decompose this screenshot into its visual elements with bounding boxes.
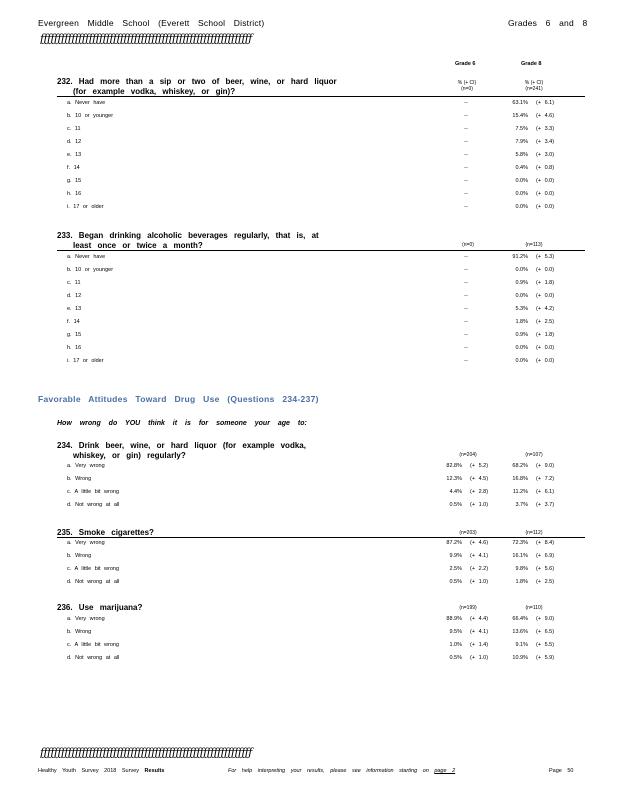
table-row — [0, 97, 618, 110]
grade8-ci: (+ 2.5) — [536, 579, 555, 585]
grade6-value: -- — [464, 280, 468, 286]
grade6-ci: (+ 4.4) — [470, 616, 489, 622]
grade8-ci: (+ 3.7) — [536, 502, 555, 508]
grade6-value: -- — [464, 345, 468, 351]
grade8-ci: (+ 7.2) — [536, 476, 555, 482]
q235-g6-n: (n=203) — [459, 530, 477, 536]
grade8-percent: 0.0% — [515, 204, 528, 210]
grade8-percent: 0.0% — [515, 267, 528, 273]
q234-g8-n: (n=107) — [525, 452, 543, 458]
table-row — [0, 277, 618, 290]
grade6-ci: (+ 1.0) — [470, 502, 489, 508]
table-row — [0, 149, 618, 162]
grade8-percent: 7.5% — [515, 126, 528, 132]
row-label: g. 15 — [67, 332, 82, 338]
grade6-value: -- — [464, 152, 468, 158]
grade8-ci: (+ 4.6) — [536, 113, 555, 119]
grade8-ci: (+ 9.0) — [536, 463, 555, 469]
q234-title-line1: 234. Drink beer, wine, or hard liquor (for example vodka, — [57, 441, 306, 450]
q234-rows — [0, 460, 618, 512]
grade8-ci: (+ 8.4) — [536, 540, 555, 546]
row-label: c. A little bit wrong — [67, 566, 120, 572]
grade6-percent: 87.2% — [446, 540, 462, 546]
row-label: e. 13 — [67, 306, 82, 312]
table-row — [0, 251, 618, 264]
row-label: b. 10 or younger — [67, 113, 114, 119]
row-label: a. Very wrong — [67, 540, 105, 546]
grade8-percent: 0.0% — [515, 345, 528, 351]
row-label: i. 17 or older — [67, 204, 104, 210]
table-row — [0, 486, 618, 499]
grade8-percent: 5.8% — [515, 152, 528, 158]
grade8-percent: 1.8% — [515, 579, 528, 585]
grade8-ci: (+ 0.0) — [536, 204, 555, 210]
grade8-percent: 16.8% — [512, 476, 528, 482]
grade8-ci: (+ 4.2) — [536, 306, 555, 312]
q234-g6-n: (n=204) — [459, 452, 477, 458]
row-label: h. 16 — [67, 191, 82, 197]
row-label: d. 12 — [67, 293, 82, 299]
grade8-ci: (+ 2.5) — [536, 319, 555, 325]
table-row — [0, 201, 618, 214]
grade6-value: -- — [464, 204, 468, 210]
row-label: i. 17 or older — [67, 358, 104, 364]
table-row — [0, 162, 618, 175]
row-label: d. Not wrong at all — [67, 655, 120, 661]
row-label: c. 11 — [67, 126, 81, 132]
grade8-ci: (+ 6.1) — [536, 100, 555, 106]
grade8-ci: (+ 6.1) — [536, 489, 555, 495]
grade6-percent: 88.9% — [446, 616, 462, 622]
row-label: b. 10 or younger — [67, 267, 114, 273]
grade6-value: -- — [464, 267, 468, 273]
q233-rows — [0, 251, 618, 368]
row-label: e. 13 — [67, 152, 82, 158]
grade8-percent: 0.0% — [515, 191, 528, 197]
grade8-percent: 7.9% — [515, 139, 528, 145]
grade8-percent: 91.2% — [512, 254, 528, 260]
grade6-percent: 0.5% — [449, 502, 462, 508]
grade8-ci: (+ 0.0) — [536, 267, 555, 273]
footer-results: Results — [144, 768, 165, 774]
g6-n: (n=0) — [461, 86, 473, 92]
grade6-percent: 0.5% — [449, 579, 462, 585]
g8-n: (n=241) — [525, 86, 543, 92]
row-label: h. 16 — [67, 345, 82, 351]
table-row — [0, 110, 618, 123]
grade8-ci: (+ 3.3) — [536, 126, 555, 132]
grade6-ci: (+ 2.2) — [470, 566, 489, 572]
grade8-ci: (+ 3.0) — [536, 152, 555, 158]
footer-help — [228, 768, 455, 774]
q236-g8-n: (n=110) — [525, 605, 543, 611]
section-title: Favorable Attitudes Toward Drug Use (Questions 234-237) — [38, 394, 319, 404]
section-intro: How wrong do YOU think it is for someone your age to: — [57, 420, 307, 427]
footer-rule: ƒƒƒƒƒƒƒƒƒƒƒƒƒƒƒƒƒƒƒƒƒƒƒƒƒƒƒƒƒƒƒƒƒƒƒƒƒƒƒƒƒƒƒƒƒƒƒƒƒƒƒƒƒƒƒƒƒƒƒƒƒ — [40, 746, 252, 759]
q235-g8-n: (n=112) — [525, 530, 543, 536]
q235-title: 235. Smoke cigarettes? — [57, 528, 154, 537]
grade6-value: -- — [464, 113, 468, 119]
grade6-percent: 9.9% — [449, 553, 462, 559]
grade6-value: -- — [464, 126, 468, 132]
grade6-value: -- — [464, 293, 468, 299]
row-label: a. Never have — [67, 254, 106, 260]
q233-title-line2: least once or twice a month? — [73, 241, 203, 250]
row-label: d. 12 — [67, 139, 82, 145]
grade8-ci: (+ 0.0) — [536, 293, 555, 299]
grade6-value: -- — [464, 100, 468, 106]
table-row — [0, 355, 618, 368]
grade6-percent: 9.5% — [449, 629, 462, 635]
table-row — [0, 537, 618, 550]
q233-title-line1: 233. Began drinking alcoholic beverages regularly, that is, at — [57, 231, 319, 240]
q232-title-line2: (for example vodka, whiskey, or gin)? — [73, 87, 236, 96]
q235-rows — [0, 537, 618, 589]
grade6-ci: (+ 4.1) — [470, 629, 489, 635]
grade8-ci: (+ 6.9) — [536, 553, 555, 559]
grade8-column-header: Grade 8 — [521, 61, 542, 67]
table-row — [0, 499, 618, 512]
grade8-percent: 63.1% — [512, 100, 528, 106]
grade6-value: -- — [464, 306, 468, 312]
q232-g6-header — [452, 80, 482, 92]
table-row — [0, 563, 618, 576]
table-row — [0, 550, 618, 563]
grade8-ci: (+ 0.0) — [536, 345, 555, 351]
grade6-value: -- — [464, 358, 468, 364]
grade8-ci: (+ 5.3) — [536, 254, 555, 260]
grade6-ci: (+ 5.2) — [470, 463, 489, 469]
grade6-ci: (+ 4.5) — [470, 476, 489, 482]
table-row — [0, 136, 618, 149]
grades-label: Grades 6 and 8 — [508, 18, 588, 28]
table-row — [0, 123, 618, 136]
grade6-value: -- — [464, 319, 468, 325]
row-label: b. Wrong — [67, 629, 92, 635]
grade8-percent: 0.0% — [515, 293, 528, 299]
grade8-percent: 0.0% — [515, 178, 528, 184]
footer-help-text: For help interpreting your results, please see information starting on — [228, 768, 429, 774]
grade8-percent: 10.9% — [512, 655, 528, 661]
grade8-ci: (+ 5.9) — [536, 655, 555, 661]
grade6-value: -- — [464, 178, 468, 184]
grade8-percent: 16.1% — [512, 553, 528, 559]
grade6-ci: (+ 4.6) — [470, 540, 489, 546]
row-label: a. Never have — [67, 100, 106, 106]
grade6-ci: (+ 1.0) — [470, 655, 489, 661]
table-row — [0, 460, 618, 473]
row-label: f. 14 — [67, 165, 80, 171]
grade6-percent: 0.5% — [449, 655, 462, 661]
grade6-value: -- — [464, 165, 468, 171]
table-row — [0, 303, 618, 316]
grade8-percent: 0.4% — [515, 165, 528, 171]
grade8-ci: (+ 5.5) — [536, 642, 555, 648]
table-row — [0, 175, 618, 188]
table-row — [0, 342, 618, 355]
q236-title: 236. Use marijuana? — [57, 603, 143, 612]
row-label: a. Very wrong — [67, 463, 105, 469]
grade6-value: -- — [464, 191, 468, 197]
grade8-ci: (+ 6.5) — [536, 629, 555, 635]
grade8-percent: 11.2% — [512, 489, 528, 495]
grade8-ci: (+ 5.6) — [536, 566, 555, 572]
grade6-ci: (+ 2.8) — [470, 489, 489, 495]
footer-survey-name: Healthy Youth Survey 2018 Survey — [38, 768, 140, 774]
grade6-ci: (+ 1.4) — [470, 642, 489, 648]
grade8-percent: 15.4% — [512, 113, 528, 119]
row-label: b. Wrong — [67, 553, 92, 559]
g8-pct-ci-label: % (+ CI) — [524, 80, 544, 86]
table-row — [0, 613, 618, 626]
row-label: d. Not wrong at all — [67, 502, 120, 508]
row-label: c. 11 — [67, 280, 81, 286]
grade8-percent: 72.3% — [512, 540, 528, 546]
grade6-value: -- — [464, 332, 468, 338]
grade8-ci: (+ 3.4) — [536, 139, 555, 145]
q232-rows — [0, 97, 618, 214]
grade6-percent: 4.4% — [449, 489, 462, 495]
grade8-percent: 5.3% — [515, 306, 528, 312]
row-label: d. Not wrong at all — [67, 579, 120, 585]
grade6-percent: 82.8% — [446, 463, 462, 469]
footer-survey — [38, 768, 164, 774]
grade8-ci: (+ 9.0) — [536, 616, 555, 622]
row-label: b. Wrong — [67, 476, 92, 482]
row-label: c. A little bit wrong — [67, 489, 120, 495]
header-rule: ƒƒƒƒƒƒƒƒƒƒƒƒƒƒƒƒƒƒƒƒƒƒƒƒƒƒƒƒƒƒƒƒƒƒƒƒƒƒƒƒƒƒƒƒƒƒƒƒƒƒƒƒƒƒƒƒƒƒƒƒƒ — [40, 32, 252, 45]
grade8-percent: 0.9% — [515, 280, 528, 286]
grade6-ci: (+ 4.1) — [470, 553, 489, 559]
q232-title-line1: 232. Had more than a sip or two of beer, wine, or hard liquor — [57, 77, 337, 86]
grade8-ci: (+ 1.8) — [536, 280, 555, 286]
grade8-ci: (+ 0.0) — [536, 178, 555, 184]
q232-g8-header — [518, 80, 550, 92]
grade8-percent: 66.4% — [512, 616, 528, 622]
q234-title-line2: whiskey, or gin) regularly? — [73, 451, 186, 460]
table-row — [0, 329, 618, 342]
grade6-value: -- — [464, 139, 468, 145]
footer-help-link[interactable]: page 2 — [434, 768, 456, 774]
grade8-percent: 0.0% — [515, 358, 528, 364]
grade8-ci: (+ 1.8) — [536, 332, 555, 338]
grade8-percent: 9.8% — [515, 566, 528, 572]
grade8-ci: (+ 0.8) — [536, 165, 555, 171]
table-row — [0, 626, 618, 639]
grade6-value: -- — [464, 254, 468, 260]
table-row — [0, 188, 618, 201]
table-row — [0, 639, 618, 652]
row-label: f. 14 — [67, 319, 80, 325]
table-row — [0, 576, 618, 589]
grade6-percent: 1.0% — [449, 642, 462, 648]
grade8-percent: 0.9% — [515, 332, 528, 338]
grade6-column-header: Grade 6 — [455, 61, 476, 67]
row-label: a. Very wrong — [67, 616, 105, 622]
q236-rows — [0, 613, 618, 665]
grade6-percent: 12.3% — [446, 476, 462, 482]
row-label: c. A little bit wrong — [67, 642, 120, 648]
table-row — [0, 473, 618, 486]
grade8-ci: (+ 0.0) — [536, 191, 555, 197]
row-label: g. 15 — [67, 178, 82, 184]
q236-g6-n: (n=199) — [459, 605, 477, 611]
grade8-percent: 9.1% — [515, 642, 528, 648]
school-name: Evergreen Middle School (Everett School District) — [38, 18, 265, 28]
grade6-percent: 2.5% — [449, 566, 462, 572]
grade8-percent: 1.8% — [515, 319, 528, 325]
table-row — [0, 290, 618, 303]
q233-g8-n: (n=113) — [525, 242, 543, 248]
grade8-percent: 13.6% — [512, 629, 528, 635]
table-row — [0, 652, 618, 665]
g6-pct-ci-label: % (+ CI) — [457, 80, 477, 86]
grade8-ci: (+ 0.0) — [536, 358, 555, 364]
q233-g6-n: (n=0) — [462, 242, 474, 248]
table-row — [0, 316, 618, 329]
page-number: Page 50 — [549, 768, 574, 774]
grade8-percent: 3.7% — [515, 502, 528, 508]
grade8-percent: 68.2% — [512, 463, 528, 469]
grade6-ci: (+ 1.0) — [470, 579, 489, 585]
table-row — [0, 264, 618, 277]
